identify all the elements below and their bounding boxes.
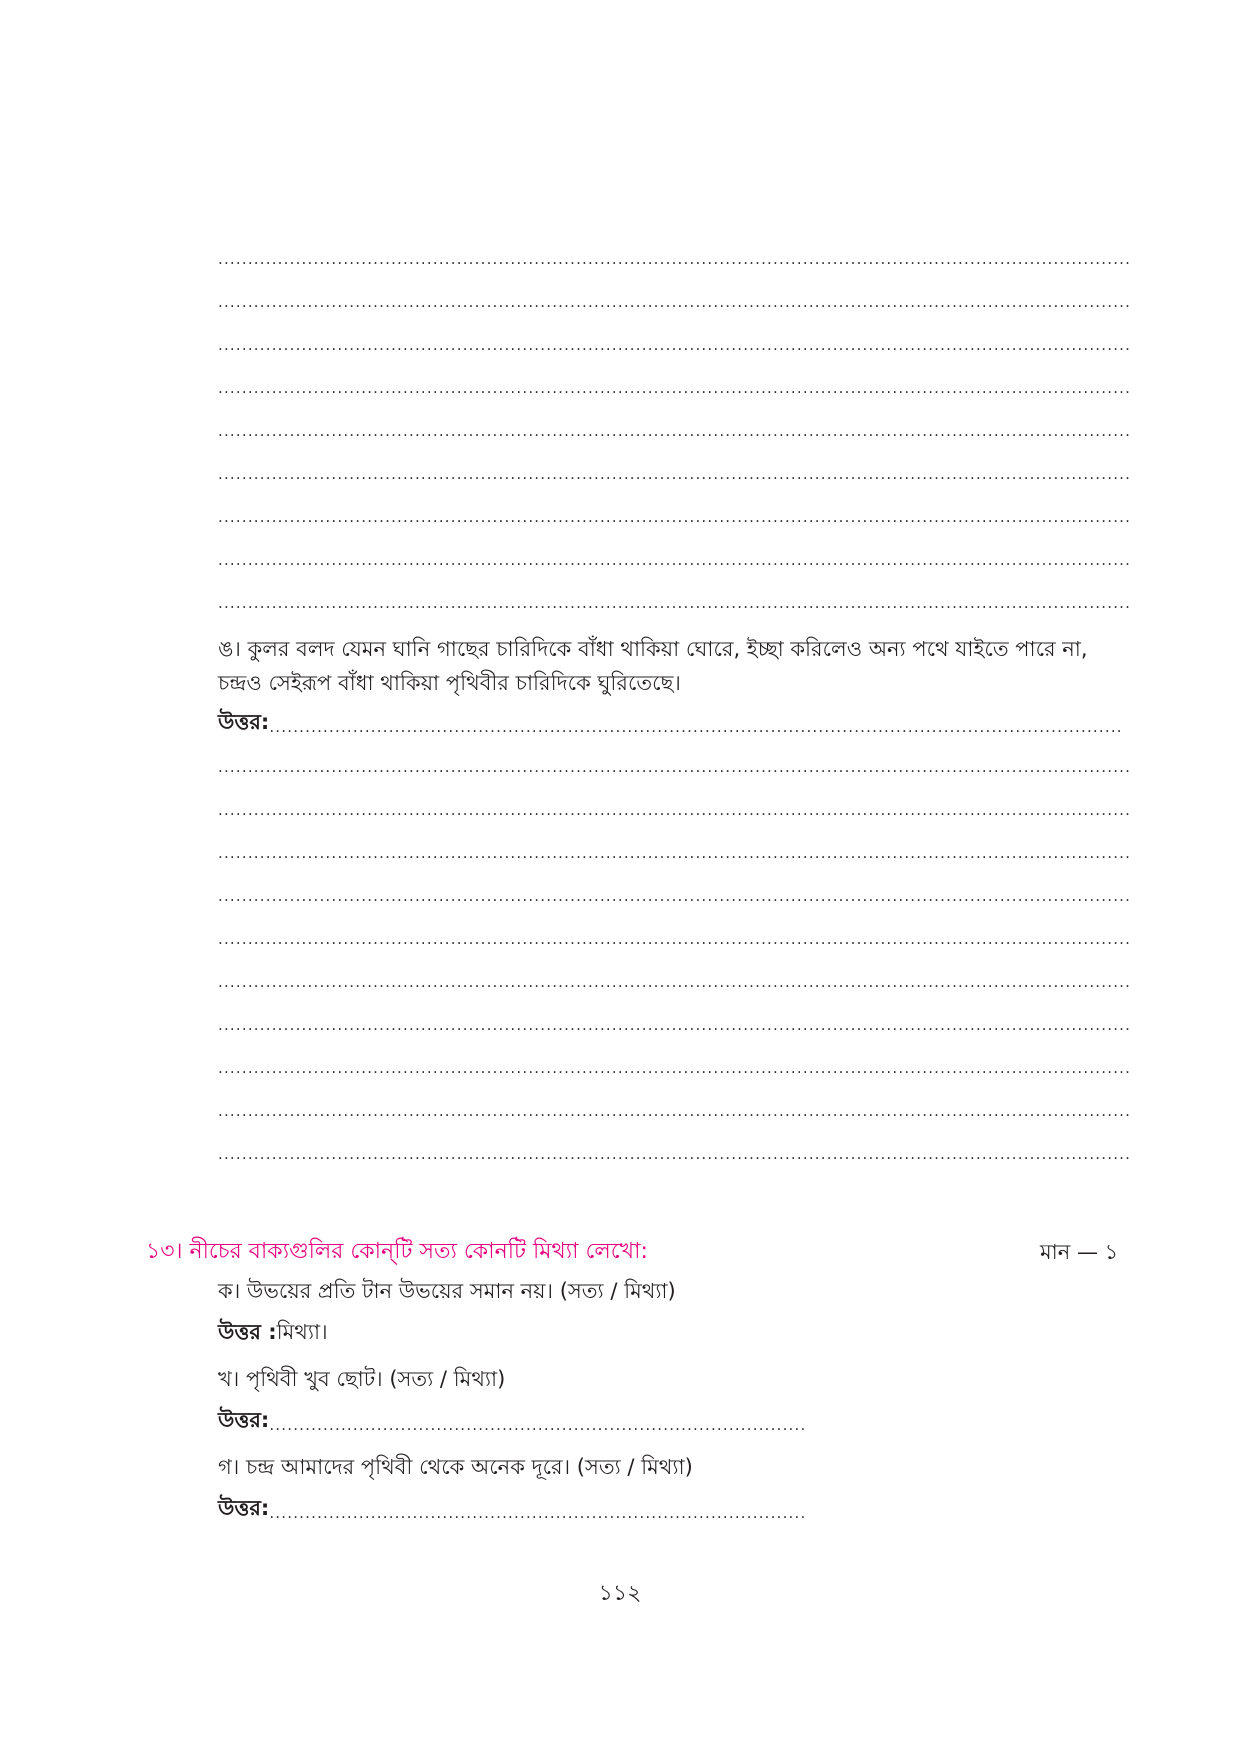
blank-answer-line xyxy=(218,334,1130,356)
question-item-uma-line2: চন্দ্রও সেইরূপ বাঁধা থাকিয়া পৃথিবীর চারিদিকে ঘুরিতেছে। xyxy=(218,671,681,695)
blank-answer-line xyxy=(218,377,1130,399)
blank-answer-line xyxy=(218,549,1130,571)
answer-label: উত্তর : xyxy=(218,1320,277,1344)
answer-row-uma[interactable] xyxy=(218,706,1122,738)
blank-answer-line[interactable] xyxy=(218,1014,1130,1036)
answer-row-ka xyxy=(218,1316,618,1348)
blank-answer-line[interactable] xyxy=(218,799,1130,821)
question-13-heading: ১৩। নীচের বাক্যগুলির কোন্‌টি সত্য কোনটি মিথ্যা লেখো: xyxy=(146,1239,648,1264)
blank-answer-line xyxy=(218,291,1130,313)
blank-answer-line xyxy=(218,592,1130,614)
answer-label: উত্তর: xyxy=(218,710,270,734)
blank-answer-line[interactable] xyxy=(218,928,1130,950)
answer-label: উত্তর: xyxy=(218,1408,270,1432)
answer-fill-line[interactable] xyxy=(269,1502,804,1524)
answer-label: উত্তর: xyxy=(218,1496,270,1520)
blank-answer-line[interactable] xyxy=(218,756,1130,778)
answer-row-kha[interactable] xyxy=(218,1404,804,1436)
statement-ga: গ। চন্দ্র আমাদের পৃথিবী থেকে অনেক দূরে। (সত্য / মিথ্যা) xyxy=(218,1455,693,1479)
answer-row-ga[interactable] xyxy=(218,1492,804,1524)
question-item-uma-line1: ঙ। কুলর বলদ যেমন ঘানি গাছের চারিদিকে বাঁধা থাকিয়া ঘোরে, ইচ্ছা করিলেও অন্য পথে যাইতে পারে না, xyxy=(218,637,1088,661)
blank-answer-line[interactable] xyxy=(218,1143,1130,1165)
question-13-marks: মান — ১ xyxy=(1040,1240,1119,1264)
blank-answer-line xyxy=(218,420,1130,442)
answer-value: মিথ্যা। xyxy=(276,1320,328,1344)
blank-answer-line xyxy=(218,248,1130,270)
blank-answer-line[interactable] xyxy=(218,1057,1130,1079)
answer-fill-line[interactable] xyxy=(269,1414,804,1436)
statement-kha: খ। পৃথিবী খুব ছোট। (সত্য / মিথ্যা) xyxy=(218,1367,506,1391)
statement-ka: ক। উভয়ের প্রতি টান উভয়ের সমান নয়। (সত্য / মিথ্যা) xyxy=(218,1279,676,1303)
blank-answer-line xyxy=(218,463,1130,485)
blank-answer-line xyxy=(218,506,1130,528)
page-number: ১১২ xyxy=(598,1581,642,1606)
blank-answer-line[interactable] xyxy=(218,971,1130,993)
blank-answer-line[interactable] xyxy=(218,842,1130,864)
blank-answer-line[interactable] xyxy=(218,1100,1130,1122)
answer-fill-line[interactable] xyxy=(269,716,1122,738)
blank-answer-line[interactable] xyxy=(218,885,1130,907)
